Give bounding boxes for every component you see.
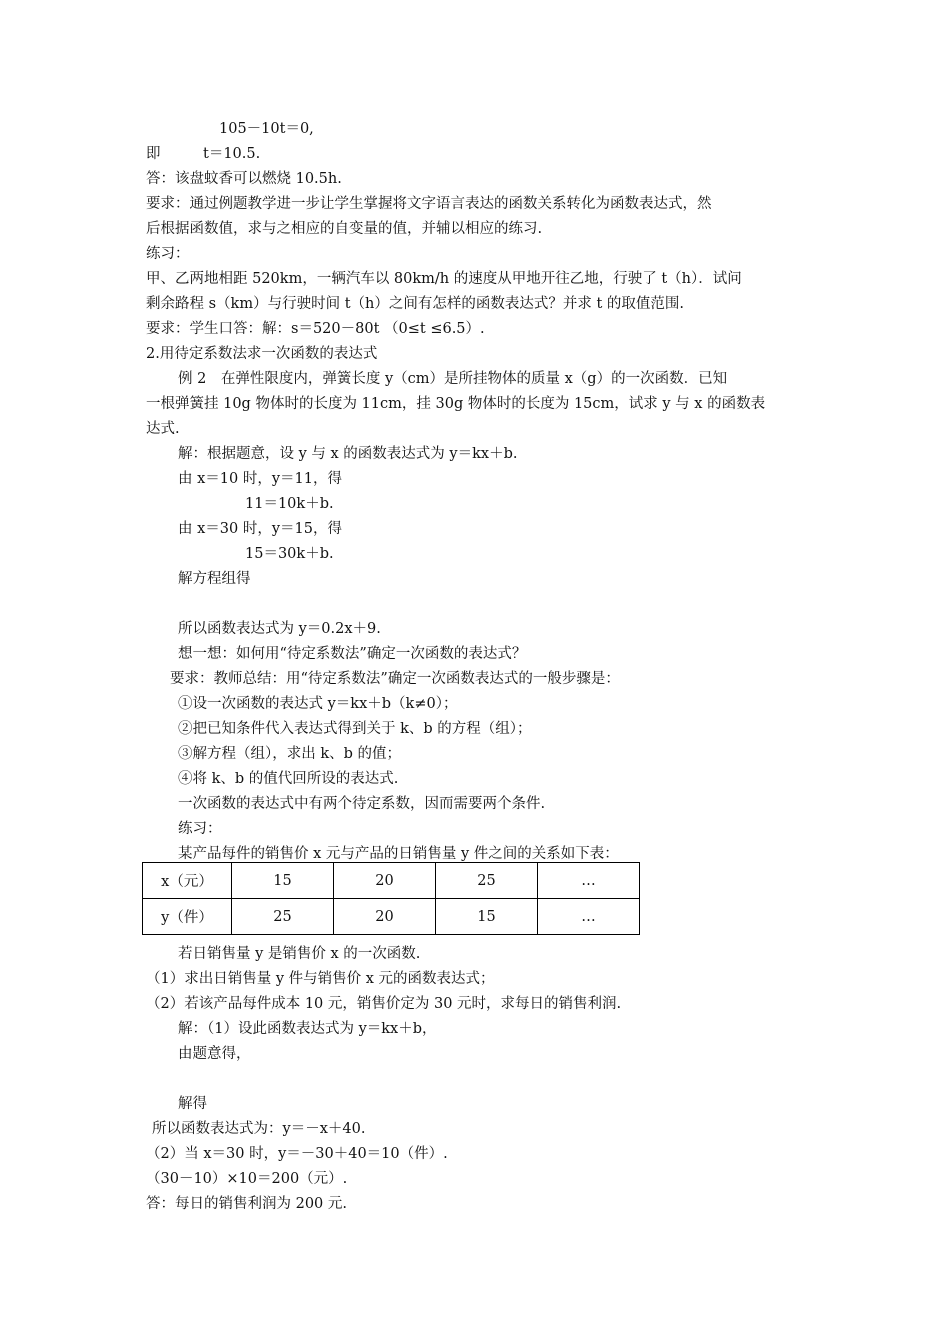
table-cell: 25 [436, 863, 538, 899]
answer-line: 答：该盘蚊香可以燃烧 10.5h. [146, 171, 342, 187]
solution-line: 由 x＝30 时，y＝15，得 [178, 521, 342, 537]
example-line: 达式. [146, 421, 180, 437]
equation-line: 15＝30k＋b. [245, 546, 334, 562]
solution-line: （2）当 x＝30 时，y＝－30＋40＝10（件）. [146, 1146, 448, 1162]
table-cell: 15 [232, 863, 334, 899]
solution-line: 解：根据题意，设 y 与 x 的函数表达式为 y＝kx＋b. [178, 446, 518, 462]
table-row [143, 863, 640, 899]
table-cell: x（元） [143, 863, 232, 899]
table-cell: y（件） [143, 899, 232, 935]
solution-line: 所以函数表达式为：y＝－x＋40. [152, 1121, 366, 1137]
step-item: ①设一次函数的表达式 y＝kx＋b（k≠0）； [178, 696, 458, 712]
text-line: 要求：学生口答：解：s＝520－80t （0≤t ≤6.5）. [146, 321, 485, 337]
text-line: 一次函数的表达式中有两个待定系数，因而需要两个条件. [178, 796, 546, 812]
table-cell: … [538, 863, 640, 899]
exercise-label: 练习： [146, 246, 190, 262]
step-item: ③解方程（组），求出 k、b 的值； [178, 746, 402, 762]
text-line: 即 [146, 146, 161, 162]
question-item: （1）求出日销售量 y 件与销售价 x 元的函数表达式； [146, 971, 495, 987]
question-item: （2）若该产品每件成本 10 元，销售价定为 30 元时，求每日的销售利润. [146, 996, 622, 1012]
example-line: 一根弹簧挂 10g 物体时的长度为 11cm，挂 30g 物体时的长度为 15cm，试求 y 与 x 的函数表 [146, 396, 766, 412]
text-line: 后根据函数值，求与之相应的自变量的值，并辅以相应的练习. [146, 221, 543, 237]
solution-line: 解得 [178, 1096, 207, 1112]
text-line: 要求：通过例题教学进一步让学生掌握将文字语言表达的函数关系转化为函数表达式，然 [146, 196, 712, 212]
text-line: 若日销售量 y 是销售价 x 的一次函数. [178, 946, 421, 962]
table-row [143, 899, 640, 935]
table-cell: 25 [232, 899, 334, 935]
section-heading: 2.用待定系数法求一次函数的表达式 [146, 346, 378, 362]
text-line: 甲、乙两地相距 520km，一辆汽车以 80km/h 的速度从甲地开往乙地，行驶了 t（h）．试问 [146, 271, 742, 287]
text-line: 要求：教师总结：用“待定系数法”确定一次函数表达式的一般步骤是： [170, 671, 620, 687]
text-line: 某产品每件的销售价 x 元与产品的日销售量 y 件之间的关系如下表： [178, 846, 619, 862]
step-item: ④将 k、b 的值代回所设的表达式. [178, 771, 399, 787]
solution-line: 由 x＝10 时，y＝11，得 [178, 471, 342, 487]
solution-line: 所以函数表达式为 y＝0.2x＋9. [178, 621, 381, 637]
solution-line: 解方程组得 [178, 571, 251, 587]
text-line: 剩余路程 s（km）与行驶时间 t（h）之间有怎样的函数表达式？并求 t 的取值范围. [146, 296, 685, 312]
table-cell: 20 [334, 899, 436, 935]
solution-line: 解：（1）设此函数表达式为 y＝kx＋b， [178, 1021, 437, 1037]
solution-line: 由题意得， [178, 1046, 251, 1062]
step-item: ②把已知条件代入表达式得到关于 k、b 的方程（组）； [178, 721, 532, 737]
solution-line: （30－10）×10＝200（元）. [146, 1171, 348, 1187]
price-sales-table [142, 862, 640, 935]
equation-line: 11＝10k＋b. [245, 496, 334, 512]
table-cell: … [538, 899, 640, 935]
exercise-label: 练习： [178, 821, 222, 837]
answer-line: 答：每日的销售利润为 200 元. [146, 1196, 348, 1212]
table-cell: 15 [436, 899, 538, 935]
example-line: 例 2 在弹性限度内，弹簧长度 y（cm）是所挂物体的质量 x（g）的一次函数．已知 [178, 371, 728, 387]
question-line: 想一想：如何用“待定系数法”确定一次函数的表达式？ [178, 646, 527, 662]
table-cell: 20 [334, 863, 436, 899]
equation-line: t＝10.5. [203, 146, 261, 162]
equation-line: 105－10t＝0, [219, 121, 314, 137]
